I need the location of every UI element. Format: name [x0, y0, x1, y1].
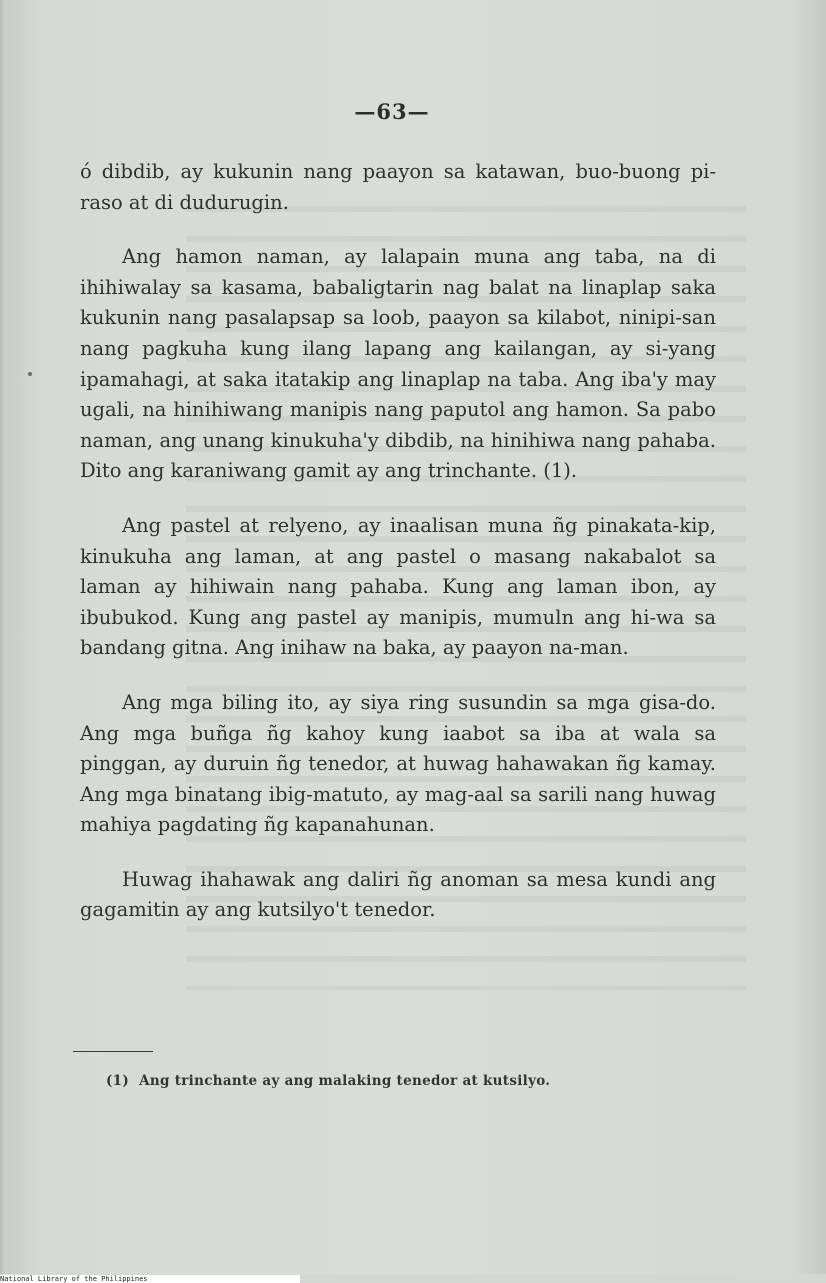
footnote-rule	[73, 1051, 153, 1052]
body-text	[80, 157, 716, 926]
scan-speck	[28, 372, 32, 376]
paragraph-pastel: Ang pastel at relyeno, ay inaalisan muna ñg pinakata-kip, kinukuha ang laman, at ang pastel o masang nakabalot sa laman ay hihiwain nang pahaba. Kung ang laman ibon, ay ibubukod. Kung ang pastel ay manipis, mumuln ang hi-wa sa bandang gitna. Ang inihaw na baka, ay paayon na-man.	[80, 513, 716, 660]
paragraph-biling: Ang mga biling ito, ay siya ring susundin sa mga gisa-do. Ang mga buñga ñg kahoy kung iaabot sa iba at wala sa pinggan, ay duruin ñg tenedor, at huwag hahawakan ñg kamay. Ang mga binatang ibig-matuto, ay mag-aal sa sarili nang huwag mahiya pagdating ñg kapanahunan.	[80, 690, 716, 837]
footnote-marker: (1)	[106, 1073, 130, 1089]
paragraph-hamon: Ang hamon naman, ay lalapain muna ang taba, na di ihihiwalay sa kasama, babaligtarin nag balat na linaplap saka kukunin nang pasalapsap sa loob, paayon sa kilabot, ninipi-san nang pagkuha kung ilang lapang ang kailangan, ay si-yang ipamahagi, at saka itatakip ang linaplap na taba. Ang iba'y may ugali, na hinihiwang manipis nang paputol ang hamon. Sa pabo naman, ang unang kinukuha'y dibdib, na hinihiwa nang pahaba. Dito ang karaniwang gamit ay ang trinchante. (1).	[80, 245, 716, 483]
page-number: —63—	[354, 99, 430, 124]
footnote-text: Ang trinchante ay ang malaking tenedor at kutsilyo.	[139, 1073, 551, 1089]
library-credit: National Library of the Philippines	[0, 1275, 300, 1283]
paragraph-continuation: ó dibdib, ay kukunin nang paayon sa katawan, buo-buong pi-raso at di dudurugin.	[80, 160, 716, 214]
footnote	[106, 1073, 706, 1089]
paragraph-huwag: Huwag ihahawak ang daliri ñg anoman sa mesa kundi ang gagamitin ay ang kutsilyo't tenedor.	[80, 867, 716, 922]
